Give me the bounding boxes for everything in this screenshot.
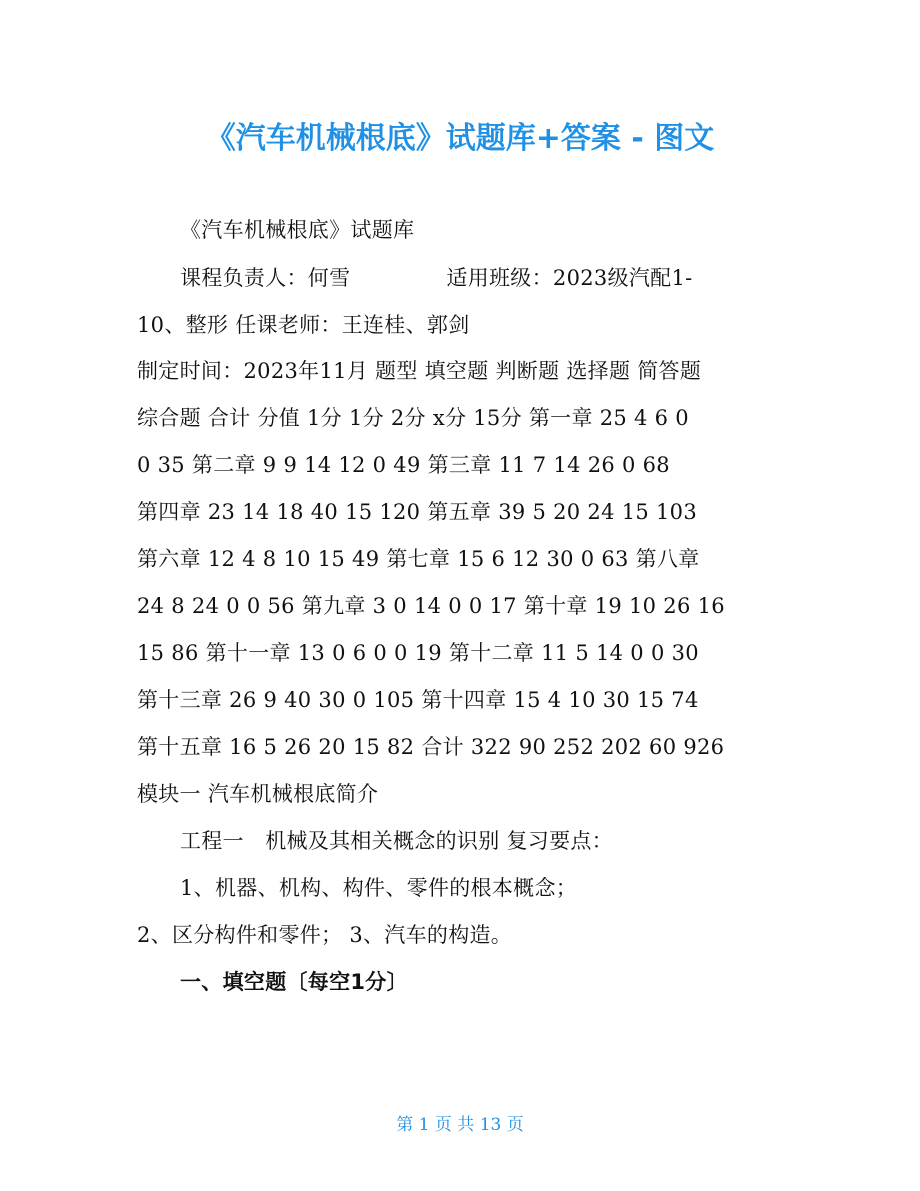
- table-text-line: 第十三章 26 9 40 30 0 105 第十四章 15 4 10 30 15 74: [137, 688, 699, 712]
- review-point: 2、区分构件和零件； 3、汽车的构造。: [137, 923, 513, 947]
- table-text-line: 15 86 第十一章 13 0 6 0 0 19 第十二章 11 5 14 0 0 30: [137, 641, 699, 665]
- review-point: 1、机器、机构、构件、零件的根本概念；: [180, 876, 578, 900]
- teacher-line: 10、整形 任课老师：王连桂、郭剑: [137, 313, 470, 337]
- table-text-line: 制定时间：2023年11月 题型 填空题 判断题 选择题 简答题: [137, 359, 702, 383]
- subtitle-line: 《汽车机械根底》试题库: [180, 218, 415, 242]
- module-heading: 模块一 汽车机械根底简介: [137, 782, 379, 806]
- table-text-line: 综合题 合计 分值 1分 1分 2分 x分 15分 第一章 25 4 6 0: [137, 406, 689, 430]
- course-owner: 课程负责人：何雪: [180, 266, 351, 290]
- table-text-line: 第十五章 16 5 26 20 15 82 合计 322 90 252 202 60 926: [137, 735, 725, 759]
- table-text-line: 第四章 23 14 18 40 15 120 第五章 39 5 20 24 15 103: [137, 500, 697, 524]
- project-heading: 工程一 机械及其相关概念的识别 复习要点：: [180, 829, 613, 853]
- table-text-line: 0 35 第二章 9 9 14 12 0 49 第三章 11 7 14 26 0 68: [137, 453, 670, 477]
- page-footer: 第 1 页 共 13 页: [396, 1115, 524, 1135]
- table-text-line: 第六章 12 4 8 10 15 49 第七章 15 6 12 30 0 63 第八章: [137, 547, 700, 571]
- course-info-line: [180, 262, 693, 294]
- section-heading: 一、填空题〔每空1分〕: [180, 970, 408, 994]
- page-title: 《汽车机械根底》试题库+答案 - 图文: [205, 121, 715, 156]
- table-text-line: 24 8 24 0 0 56 第九章 3 0 14 0 0 17 第十章 19 10 26 16: [137, 594, 725, 618]
- applicable-class: 适用班级：2023级汽配1-: [446, 266, 693, 290]
